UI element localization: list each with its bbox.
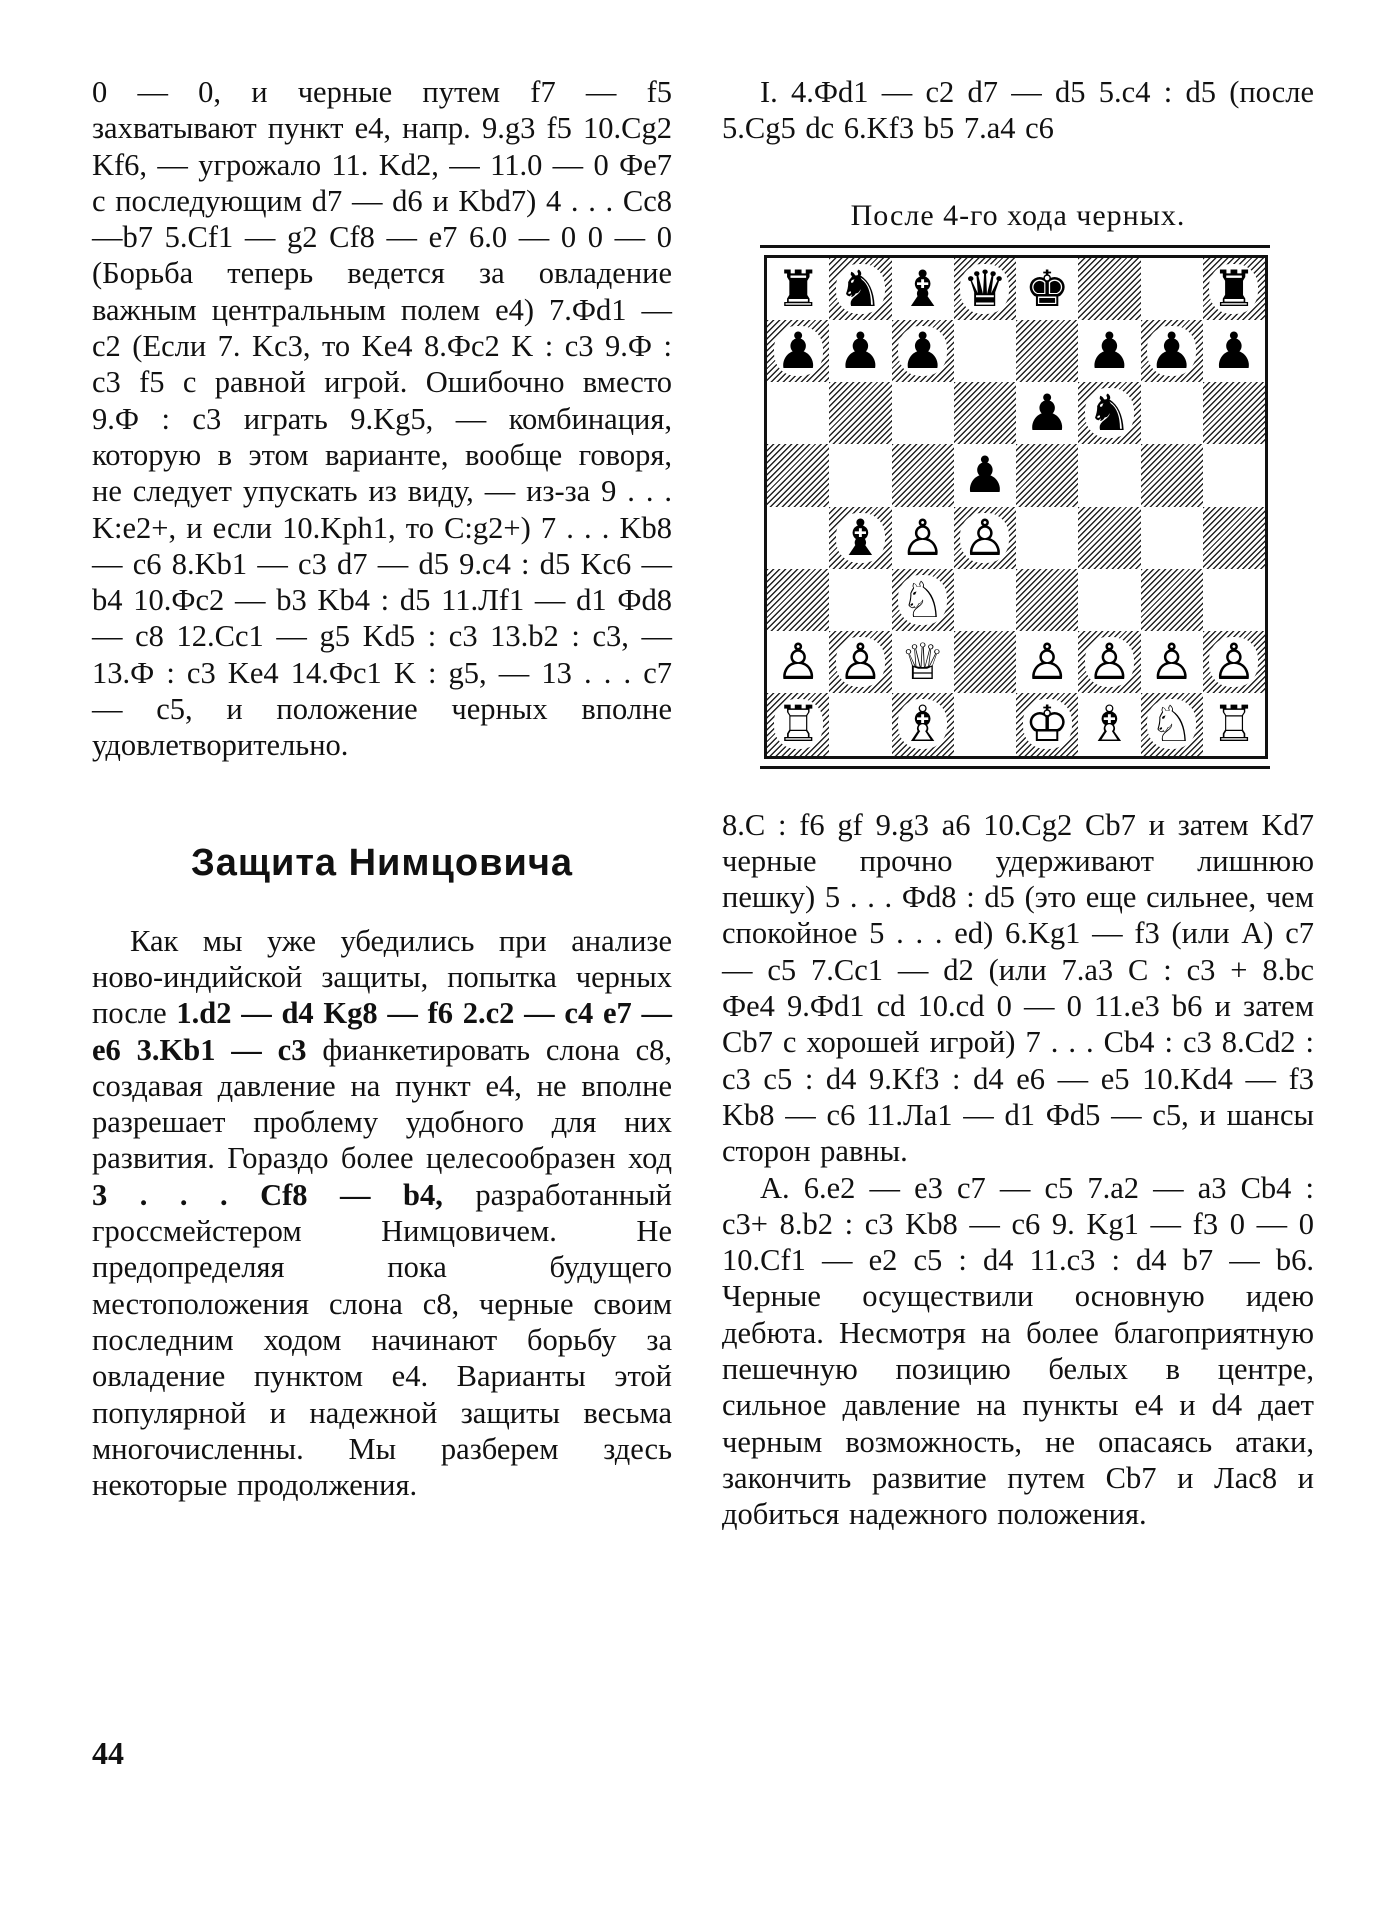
- square-e3: [1016, 569, 1078, 631]
- paragraph-left-2-text-c: разработанный гроссмейстером Нимцовичем. Не предопределяя пока будущего местоположения слона c8, черные своим последним ходом начинают борьбу за овладение пунктом e4. Варианты этой популярной и надежной защиты весьма многочисленны. Мы разберем здесь некоторые продолжения.: [92, 1177, 673, 1503]
- black-pawn-icon: ♟: [962, 446, 1008, 505]
- white-knight-icon: ♘: [900, 570, 946, 629]
- square-a7: [767, 320, 829, 382]
- left-column: [92, 74, 672, 1503]
- right-column: [722, 74, 1314, 1533]
- square-g5: [1141, 444, 1203, 506]
- square-d1: [954, 693, 1016, 755]
- square-c3: [892, 569, 954, 631]
- square-b4: [829, 507, 891, 569]
- square-d3: [954, 569, 1016, 631]
- white-rook-icon: ♖: [775, 695, 821, 754]
- paragraph-right-3: A. 6.e2 — e3 c7 — c5 7.a2 — a3 Cb4 : c3+ 8.b2 : c3 Kb8 — c6 9. Kg1 — f3 0 — 0 10.Cf1 — e2 c5 : d4 11.c3 : d4 b7 — b6. Черные осуществили основную идею дебюта. Несмотря на более благоприятную пешечную позицию белых в центре, сильное давление на пункты e4 и d4 дает черным возможность, не опасаясь атаки, закончить развитие путем Cb7 и Лac8 и добиться надежного положения.: [722, 1170, 1314, 1532]
- paragraph-left-2-text-b: фианкетировать слона c8, создавая давление на пункт e4, не вполне разрешает проблему удобного для них развития. Гораздо более целесообразен ход: [92, 1032, 672, 1176]
- square-c5: [892, 444, 954, 506]
- square-e2: [1016, 631, 1078, 693]
- paragraph-right-2: 8.C : f6 gf 9.g3 a6 10.Cg2 Cb7 и затем Kd7 черные прочно удерживают лишнюю пешку) 5 . . . Фd8 : d5 (это еще сильнее, чем спокойное 5 . . . ed) 6.Kg1 — f3 (или A) c7 — c5 7.Cc1 — d2 (или 7.a3 C : c3 + 8.bc Фe4 9.Фd1 cd 10.cd 0 — 0 11.e3 b6 и затем Cb7 с хорошей игрой) 7 . . . Cb4 : c3 8.Cd2 : c3 c5 : d4 9.Kf3 : d4 e6 — e5 10.Kd4 — f3 Kb8 — c6 11.Лa1 — d1 Фd5 — c5, и шансы сторон равны.: [722, 807, 1314, 1169]
- square-b2: [829, 631, 891, 693]
- square-h8: [1203, 258, 1265, 320]
- square-a2: [767, 631, 829, 693]
- black-pawn-icon: ♟: [1086, 321, 1132, 380]
- white-rook-icon: ♖: [1211, 695, 1257, 754]
- white-king-icon: ♔: [1024, 695, 1070, 754]
- square-c4: [892, 507, 954, 569]
- black-knight-icon: ♞: [1086, 384, 1132, 443]
- square-g6: [1141, 382, 1203, 444]
- square-e8: [1016, 258, 1078, 320]
- square-f1: [1078, 693, 1140, 755]
- square-g8: [1141, 258, 1203, 320]
- square-g3: [1141, 569, 1203, 631]
- paragraph-left-2: [92, 923, 672, 1504]
- black-pawn-icon: ♟: [1024, 384, 1070, 443]
- square-e1: [1016, 693, 1078, 755]
- black-bishop-icon: ♝: [900, 259, 946, 318]
- square-h5: [1203, 444, 1265, 506]
- square-d8: [954, 258, 1016, 320]
- white-pawn-icon: ♙: [1024, 633, 1070, 692]
- square-b1: [829, 693, 891, 755]
- paragraph-left-2-text-a: Как мы уже убедились при анализе ново-индийской защиты, попытка черных после: [92, 923, 672, 1031]
- white-pawn-icon: ♙: [1211, 633, 1257, 692]
- bold-moves-2: 3 . . . Cf8 — b4,: [92, 1177, 443, 1212]
- square-f4: [1078, 507, 1140, 569]
- square-b8: [829, 258, 891, 320]
- white-pawn-icon: ♙: [1149, 633, 1195, 692]
- black-pawn-icon: ♟: [1211, 321, 1257, 380]
- square-e6: [1016, 382, 1078, 444]
- black-pawn-icon: ♟: [775, 321, 821, 380]
- paragraph-right-1: I. 4.Фd1 — c2 d7 — d5 5.c4 : d5 (после 5.Cg5 dc 6.Kf3 b5 7.a4 c6: [722, 75, 1314, 146]
- square-c1: [892, 693, 954, 755]
- square-a6: [767, 382, 829, 444]
- square-f6: [1078, 382, 1140, 444]
- white-pawn-icon: ♙: [1086, 633, 1132, 692]
- white-knight-icon: ♘: [1149, 695, 1195, 754]
- square-f5: [1078, 444, 1140, 506]
- square-h4: [1203, 507, 1265, 569]
- square-h6: [1203, 382, 1265, 444]
- square-d5: [954, 444, 1016, 506]
- square-a4: [767, 507, 829, 569]
- square-d2: [954, 631, 1016, 693]
- page-number: 44: [92, 1735, 124, 1771]
- square-g2: [1141, 631, 1203, 693]
- bold-moves-1: 1.d2 — d4 Kg8 — f6 2.c2 — c4 e7 — e6 3.Kb1 — c3: [92, 996, 672, 1067]
- black-king-icon: ♚: [1024, 259, 1070, 318]
- square-c7: [892, 320, 954, 382]
- black-knight-icon: ♞: [837, 259, 883, 318]
- white-bishop-icon: ♗: [900, 695, 946, 754]
- square-b6: [829, 382, 891, 444]
- white-bishop-icon: ♗: [1086, 695, 1132, 754]
- white-pawn-icon: ♙: [900, 508, 946, 567]
- square-e5: [1016, 444, 1078, 506]
- white-pawn-icon: ♙: [775, 633, 821, 692]
- square-h2: [1203, 631, 1265, 693]
- chess-diagram: [760, 245, 1270, 769]
- square-f8: [1078, 258, 1140, 320]
- square-a3: [767, 569, 829, 631]
- black-rook-icon: ♜: [1211, 259, 1257, 318]
- white-pawn-icon: ♙: [962, 508, 1008, 567]
- square-d6: [954, 382, 1016, 444]
- square-c2: [892, 631, 954, 693]
- chess-board: [764, 255, 1268, 759]
- square-h1: [1203, 693, 1265, 755]
- square-g7: [1141, 320, 1203, 382]
- square-e4: [1016, 507, 1078, 569]
- square-b7: [829, 320, 891, 382]
- diagram-caption: После 4-го хода черных.: [850, 198, 1186, 232]
- black-rook-icon: ♜: [775, 259, 821, 318]
- square-b3: [829, 569, 891, 631]
- square-f2: [1078, 631, 1140, 693]
- square-h7: [1203, 320, 1265, 382]
- square-b5: [829, 444, 891, 506]
- square-c6: [892, 382, 954, 444]
- square-f7: [1078, 320, 1140, 382]
- square-a5: [767, 444, 829, 506]
- square-h3: [1203, 569, 1265, 631]
- black-queen-icon: ♛: [962, 259, 1008, 318]
- square-e7: [1016, 320, 1078, 382]
- paragraph-left-1: 0 — 0, и черные путем f7 — f5 захватывают пункт e4, напр. 9.g3 f5 10.Cg2 Kf6, — угрожало 11. Kd2, — 11.0 — 0 Фe7 с последующим d7 — d6 и Kbd7) 4 . . . Cc8—b7 5.Cf1 — g2 Cf8 — e7 6.0 — 0 0 — 0 (Борьба теперь ведется за овладение важным центральным полем e4) 7.Фd1 — c2 (Если 7. Kc3, то Ke4 8.Фc2 K : c3 9.Ф : c3 f5 с равной игрой. Ошибочно вместо 9.Ф : c3 играть 9.Kg5, — комбинация, которую в этом варианте, вообще говоря, не следует упускать из виду, — из-за 9 . . . K:e2+, и если 10.Kph1, то C:g2+) 7 . . . Kb8 — c6 8.Kb1 — c3 d7 — d5 9.c4 : d5 Kc6 — b4 10.Фc2 — b3 Kb4 : d5 11.Лf1 — d1 Фd8 — c8 12.Cc1 — g5 Kd5 : c3 13.b2 : c3, — 13.Ф : c3 Ke4 14.Фc1 K : g5, — 13 . . . c7 — c5, и положение черных вполне удовлетворительно.: [92, 75, 672, 763]
- square-d4: [954, 507, 1016, 569]
- black-pawn-icon: ♟: [837, 321, 883, 380]
- square-c8: [892, 258, 954, 320]
- black-pawn-icon: ♟: [900, 321, 946, 380]
- white-queen-icon: ♕: [900, 633, 946, 692]
- black-bishop-icon: ♝: [837, 508, 883, 567]
- square-f3: [1078, 569, 1140, 631]
- black-pawn-icon: ♟: [1149, 321, 1195, 380]
- square-d7: [954, 320, 1016, 382]
- square-a8: [767, 258, 829, 320]
- section-heading: Защита Нимцовича: [190, 841, 574, 884]
- square-a1: [767, 693, 829, 755]
- square-g4: [1141, 507, 1203, 569]
- white-pawn-icon: ♙: [837, 633, 883, 692]
- square-g1: [1141, 693, 1203, 755]
